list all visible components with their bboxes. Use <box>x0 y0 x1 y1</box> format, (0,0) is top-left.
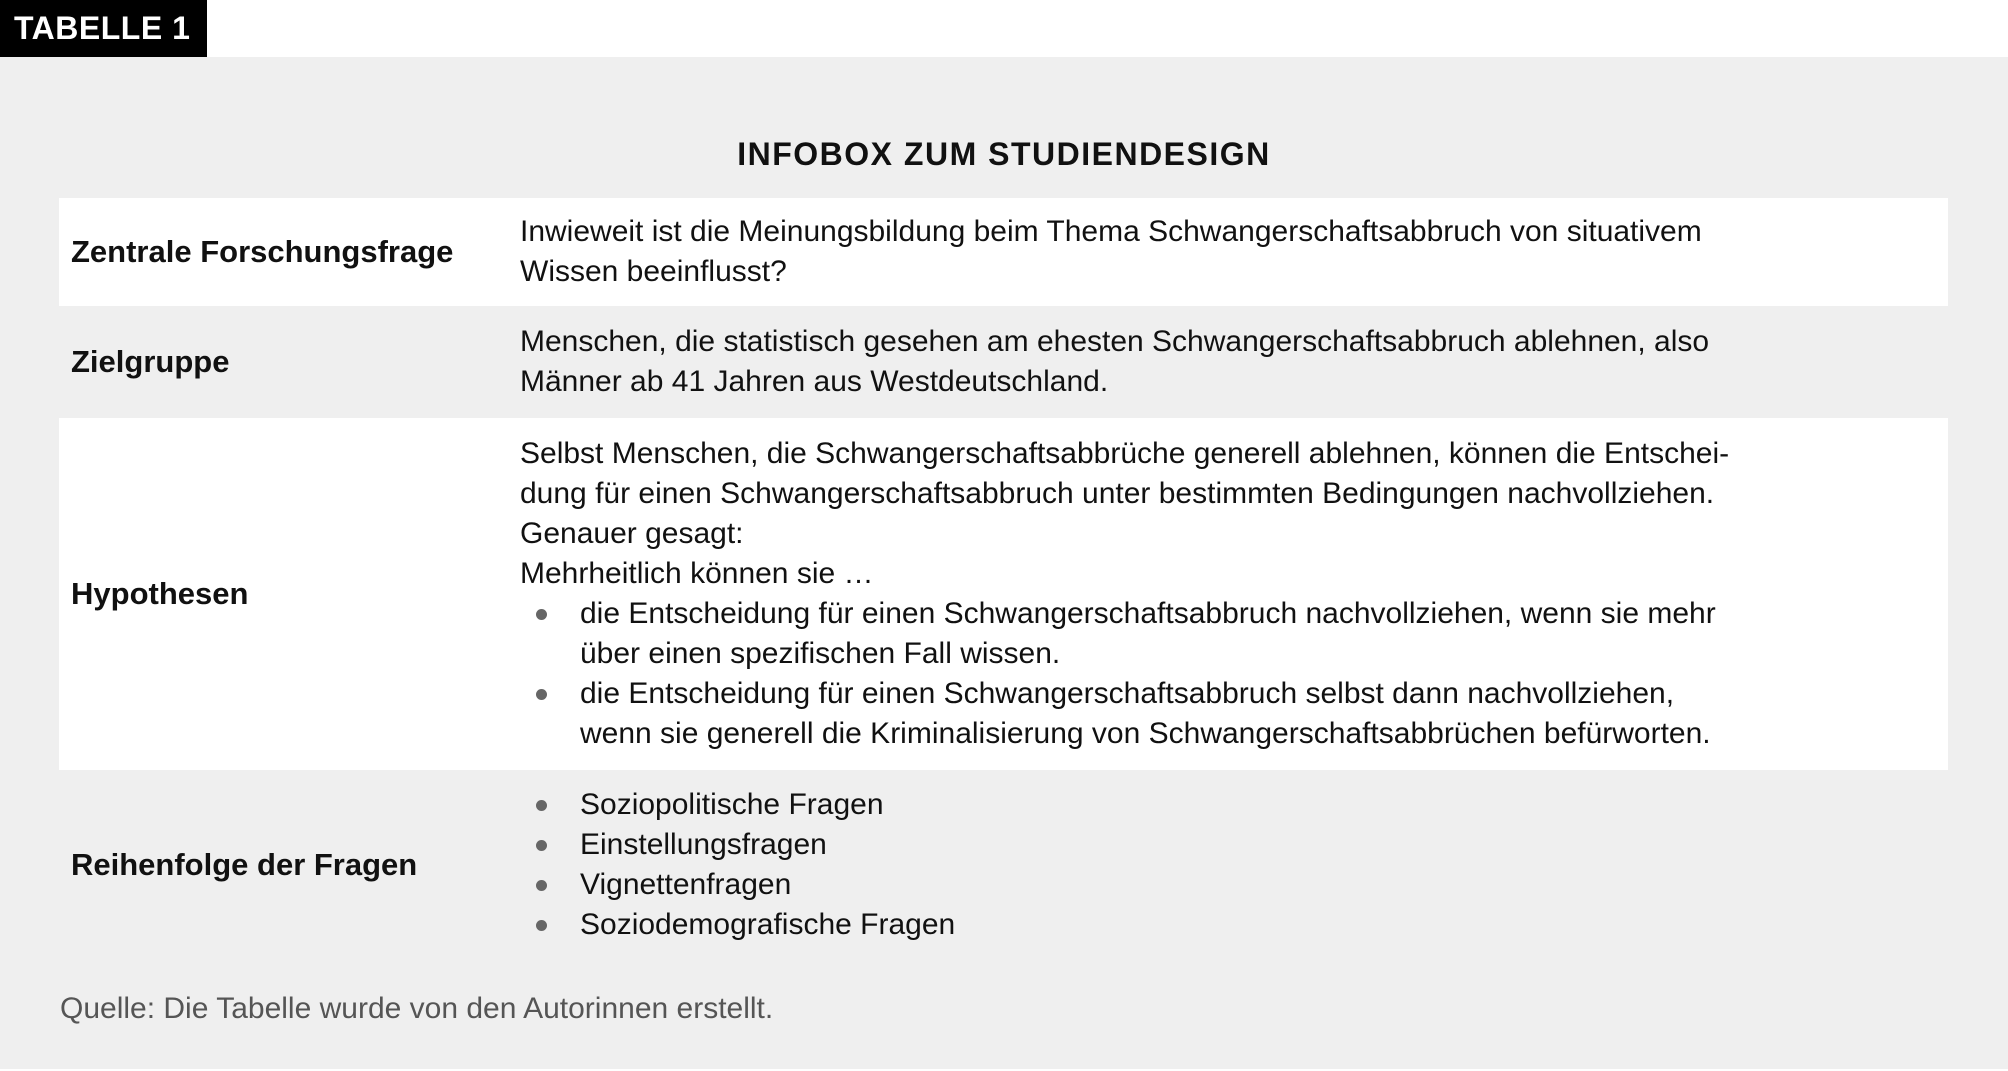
text-line: Wissen beeinflusst? <box>520 255 787 288</box>
text-line: wenn sie generell die Kriminalisierung von Schwangerschaftsabbrüchen befürworten. <box>580 717 1711 750</box>
row-content <box>520 212 1948 292</box>
table-row-question-order <box>59 770 1948 960</box>
list-item <box>520 594 1908 674</box>
row-label: Zentrale Forschungsfrage <box>71 234 454 269</box>
table-tag: TABELLE 1 <box>0 0 207 57</box>
text-line: Mehrheitlich können sie … <box>520 557 874 590</box>
list-item <box>520 674 1908 754</box>
row-label: Reihenfolge der Fragen <box>71 847 418 882</box>
text-line: die Entscheidung für einen Schwangerschaftsabbruch nachvollziehen, wenn sie mehr <box>580 597 1716 630</box>
list-item: Soziodemografische Fragen <box>520 905 1908 945</box>
text-line: die Entscheidung für einen Schwangerschaftsabbruch selbst dann nachvollziehen, <box>580 677 1675 710</box>
question-order-list <box>520 785 1908 945</box>
text-line: Inwieweit ist die Meinungsbildung beim Thema Schwangerschaftsabbruch von situativem <box>520 215 1702 248</box>
hypotheses-list <box>520 594 1908 754</box>
table-row-target-group <box>59 306 1948 418</box>
row-label: Hypothesen <box>71 576 249 611</box>
list-item: Einstellungsfragen <box>520 825 1908 865</box>
text-line: Selbst Menschen, die Schwangerschaftsabbrüche generell ablehnen, können die Entschei- <box>520 437 1730 470</box>
text-line: Menschen, die statistisch gesehen am ehesten Schwangerschaftsabbruch ablehnen, also <box>520 325 1710 358</box>
table-row-hypotheses <box>59 418 1948 770</box>
list-item: Vignettenfragen <box>520 865 1908 905</box>
text-line: dung für einen Schwangerschaftsabbruch unter bestimmten Bedingungen nachvollziehen. <box>520 477 1715 510</box>
source-note: Quelle: Die Tabelle wurde von den Autorinnen erstellt. <box>60 992 774 1025</box>
row-content <box>520 434 1948 754</box>
table-row-research-question <box>59 198 1948 306</box>
row-content <box>520 785 1948 945</box>
list-item: Soziopolitische Fragen <box>520 785 1908 825</box>
text-line: Genauer gesagt: <box>520 517 744 550</box>
study-design-table <box>59 198 1948 960</box>
row-label: Zielgruppe <box>71 344 230 379</box>
row-content <box>520 322 1948 402</box>
infobox-title: INFOBOX ZUM STUDIENDESIGN <box>737 136 1271 172</box>
text-line: über einen spezifischen Fall wissen. <box>580 637 1061 670</box>
text-line: Männer ab 41 Jahren aus Westdeutschland. <box>520 365 1109 398</box>
